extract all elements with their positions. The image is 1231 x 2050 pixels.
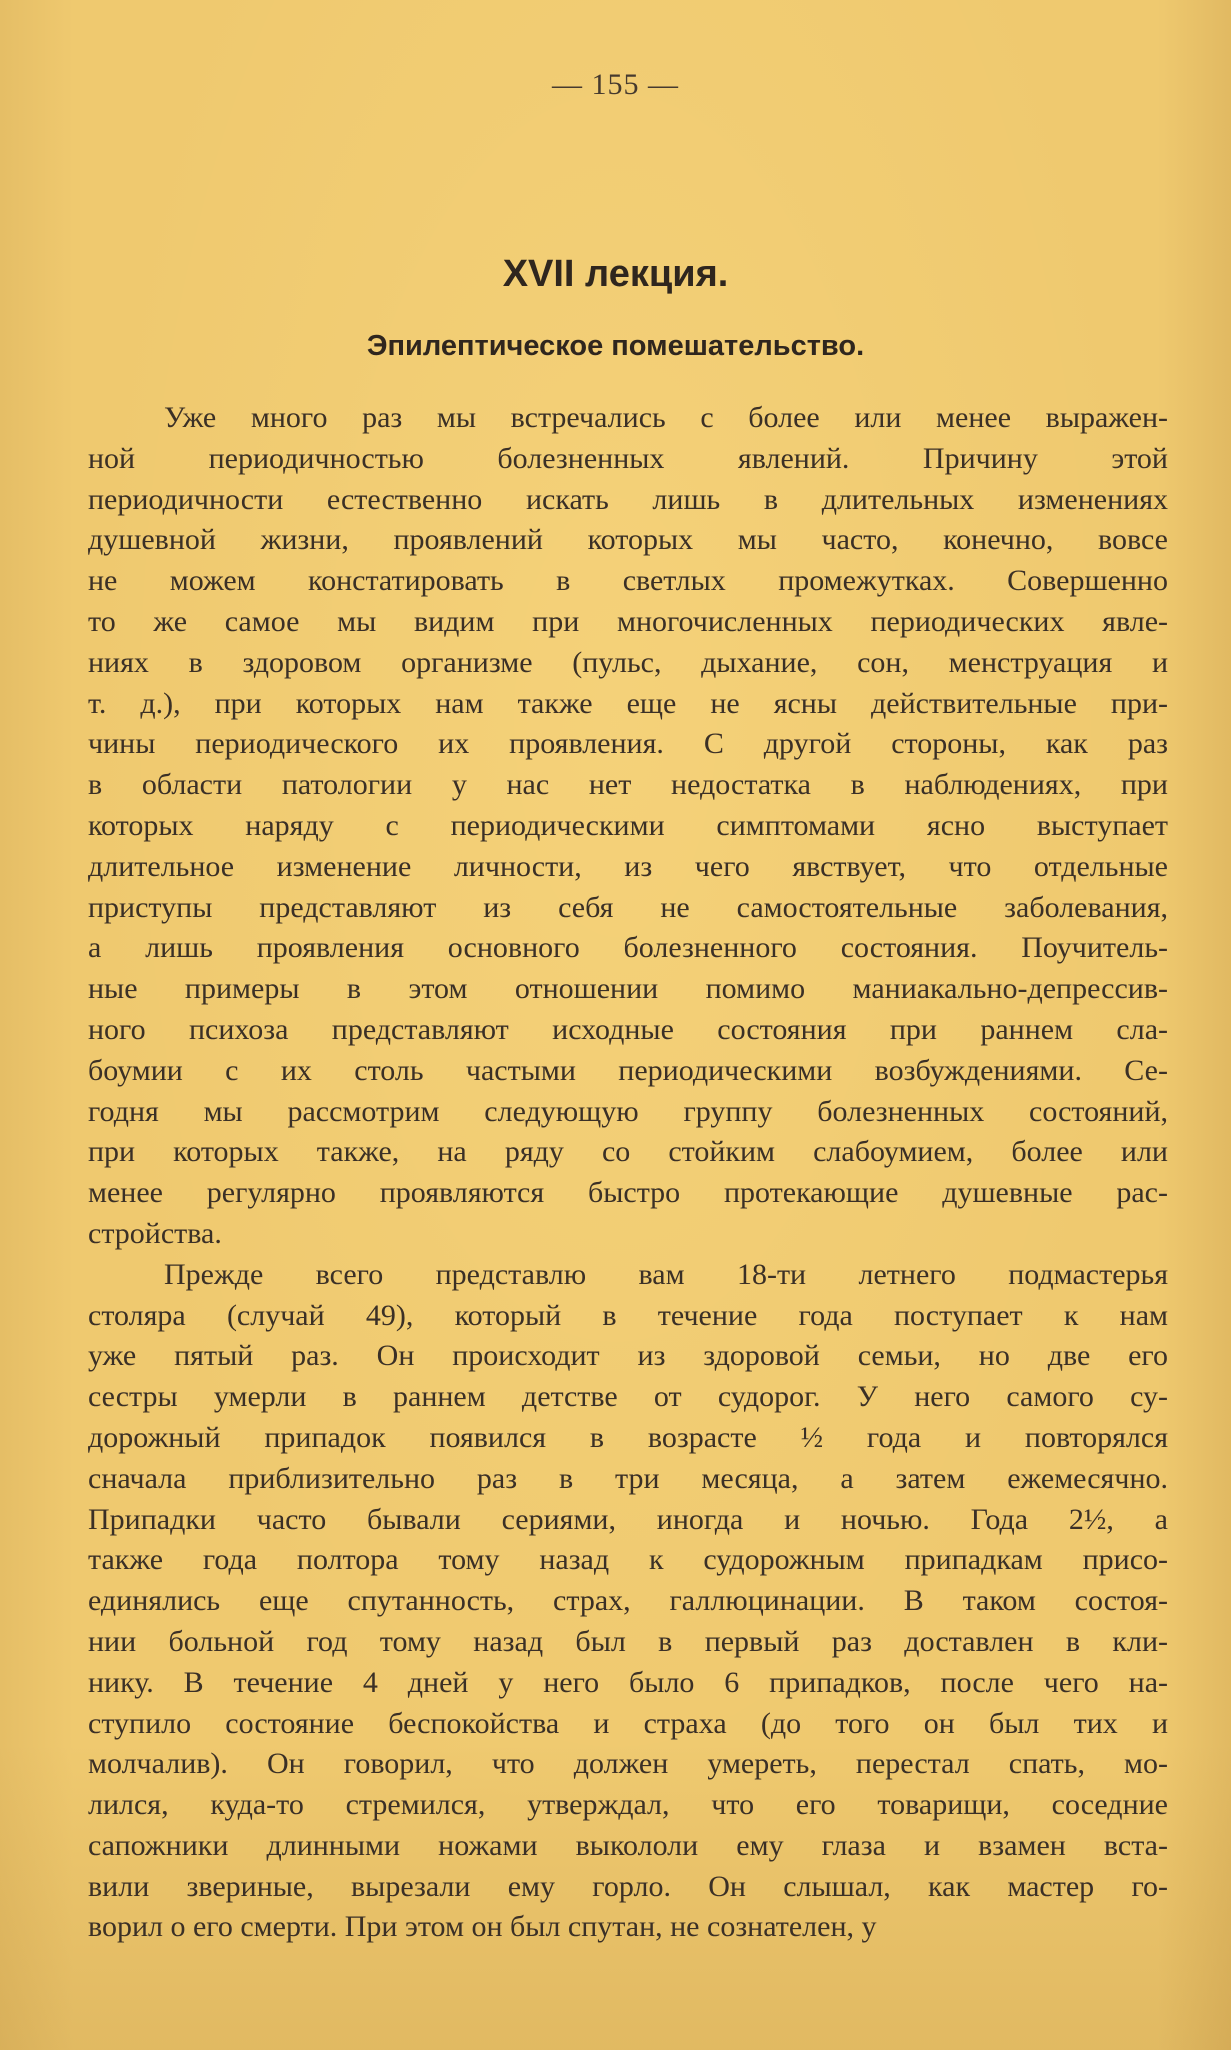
body-text	[88, 398, 1168, 1948]
text-line: лился, куда-то стремился, утверждал, что его товарищи, соседние	[88, 1788, 1168, 1822]
text-line: ные примеры в этом отношении помимо маниакально-депрессив-	[88, 972, 1168, 1006]
text-line: единялись еще спутанность, страх, галлюцинации. В таком состоя-	[88, 1584, 1168, 1618]
text-line: т. д.), при которых нам также еще не ясны действительные при-	[88, 686, 1168, 720]
text-line: при которых также, на ряду со стойким слабоумием, более или	[88, 1135, 1168, 1169]
page-number: — 155 —	[552, 68, 679, 101]
text-line: длительное изменение личности, из чего явствует, что отдельные	[88, 849, 1168, 883]
text-line: чины периодического их проявления. С другой стороны, как раз	[88, 727, 1168, 761]
text-line: вили звериные, вырезали ему горло. Он слышал, как мастер го-	[88, 1869, 1168, 1903]
text-line: приступы представляют из себя не самостоятельные заболевания,	[88, 890, 1168, 924]
text-line: Припадки часто бывали сериями, иногда и ночью. Года 2½, а	[88, 1502, 1168, 1536]
text-line: сначала приблизительно раз в три месяца, а затем ежемесячно.	[88, 1461, 1168, 1495]
text-line: Прежде всего представлю вам 18-ти летнего подмастерья	[164, 1257, 1168, 1291]
text-line: дорожный припадок появился в возрасте ½ года и повторялся	[88, 1420, 1168, 1454]
text-line: также года полтора тому назад к судорожным припадкам присо-	[88, 1543, 1168, 1577]
text-line: столяра (случай 49), который в течение года поступает к нам	[88, 1298, 1168, 1332]
text-line: молчалив). Он говорил, что должен умереть, перестал спать, мо-	[88, 1747, 1168, 1781]
text-line: душевной жизни, проявлений которых мы часто, конечно, вовсе	[88, 523, 1168, 557]
text-line: периодичности естественно искать лишь в длительных изменениях	[88, 482, 1168, 516]
text-line: не можем констатировать в светлых промежутках. Совершенно	[88, 564, 1168, 598]
text-line: сестры умерли в раннем детстве от судорог. У него самого су-	[88, 1380, 1168, 1414]
text-line: годня мы рассмотрим следующую группу болезненных состояний,	[88, 1094, 1168, 1128]
text-line: Уже много раз мы встречались с более или менее выражен-	[164, 401, 1168, 434]
text-line: ной периодичностью болезненных явлений. Причину этой	[88, 441, 1168, 475]
text-line: а лишь проявления основного болезненного состояния. Поучитель-	[88, 931, 1168, 965]
text-line: уже пятый раз. Он происходит из здоровой семьи, но две его	[88, 1339, 1168, 1373]
text-line: ниях в здоровом организме (пульс, дыхание, сон, менструация и	[88, 645, 1168, 679]
text-line: нии больной год тому назад был в первый раз доставлен в кли-	[88, 1624, 1168, 1658]
text-line: которых наряду с периодическими симптомами ясно выступает	[88, 808, 1168, 842]
text-line: в области патологии у нас нет недостатка в наблюдениях, при	[88, 768, 1168, 802]
text-line: боумии с их столь частыми периодическими возбуждениями. Се-	[88, 1053, 1168, 1087]
text-line: сапожники длинными ножами выкололи ему глаза и взамен вста-	[88, 1828, 1168, 1862]
paragraph	[88, 398, 1168, 1255]
text-line: нику. В течение 4 дней у него было 6 припадков, после чего на-	[88, 1665, 1168, 1699]
lecture-title: XVII лекция.	[502, 253, 729, 295]
text-line: ступило состояние беспокойства и страха (до того он был тих и	[88, 1706, 1168, 1740]
text-line: менее регулярно проявляются быстро протекающие душевные рас-	[88, 1176, 1168, 1210]
text-line: ворил о его смерти. При этом он был спутан, не сознателен, у	[88, 1910, 877, 1944]
text-line: стройства.	[88, 1216, 222, 1250]
paragraph	[88, 1255, 1168, 1949]
text-line: ного психоза представляют исходные состояния при раннем сла-	[88, 1012, 1168, 1046]
text-line: то же самое мы видим при многочисленных периодических явле-	[88, 604, 1168, 638]
chapter-title: Эпилептическое помешательство.	[366, 330, 865, 362]
